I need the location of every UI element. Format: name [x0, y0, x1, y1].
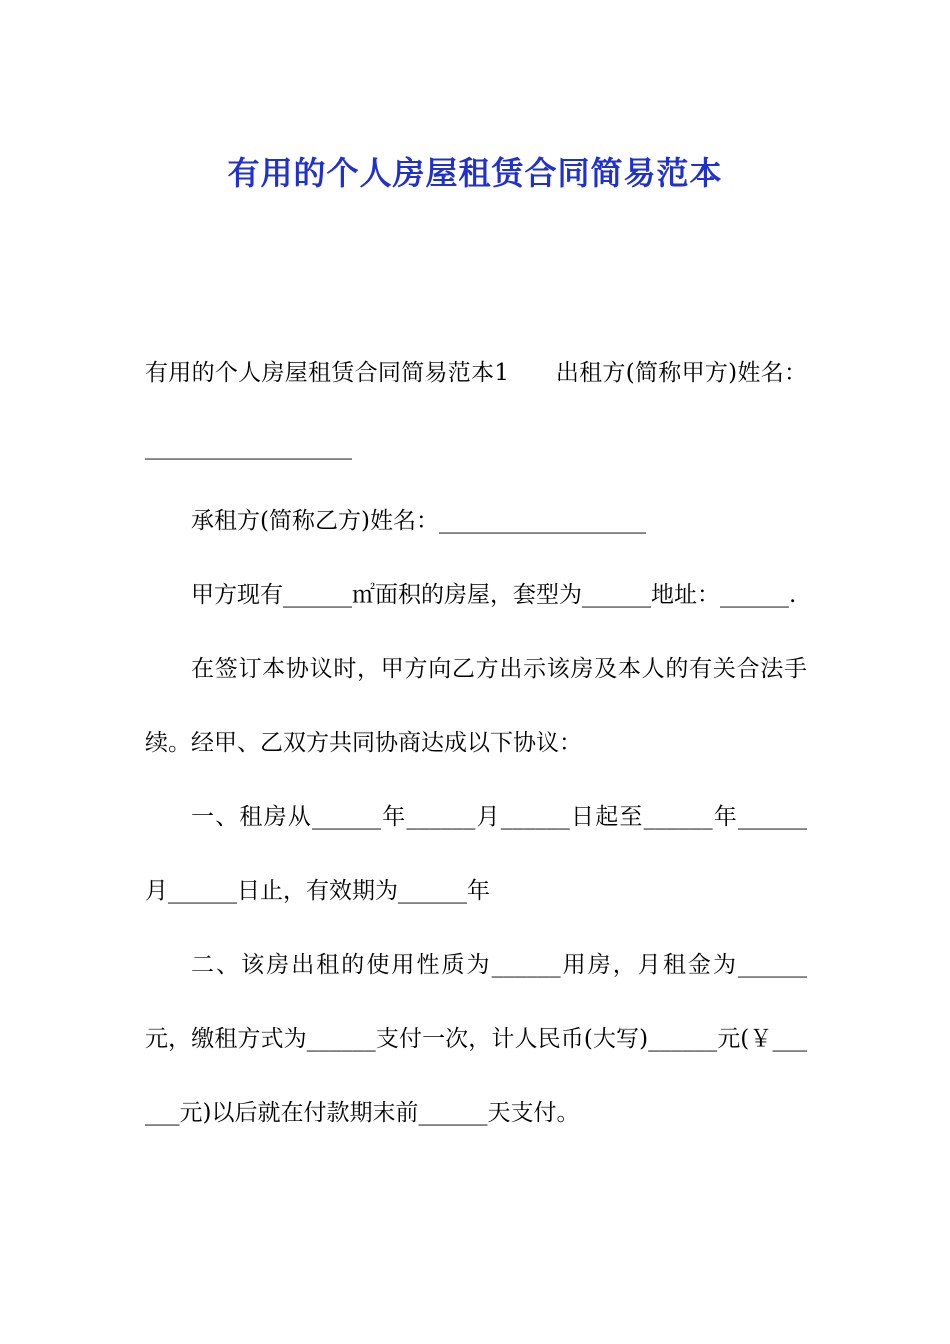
paragraph-signing: 在签订本协议时，甲方向乙方出示该房及本人的有关合法手续。经甲、乙双方共同协商达成以下协议：: [145, 656, 807, 756]
document-title: 有用的个人房屋租赁合同简易范本: [227, 154, 723, 193]
document-body: [145, 336, 807, 1150]
paragraph-term: 一、租房从______年______月______日起至______年______月______日止，有效期为______年: [145, 804, 807, 904]
paragraph-property: 甲方现有______㎡面积的房屋，套型为______地址：______.: [191, 582, 797, 608]
paragraph-intro: 有用的个人房屋租赁合同简易范本1 出租方(简称甲方)姓名：__________________: [145, 360, 807, 460]
paragraph-rent: 二、该房出租的使用性质为______用房，月租金为______元，缴租方式为______支付一次，计人民币(大写)______元(￥______元)以后就在付款期末前______天支付。: [145, 952, 807, 1126]
paragraph-tenant: 承租方(简称乙方)姓名：__________________: [191, 508, 646, 534]
